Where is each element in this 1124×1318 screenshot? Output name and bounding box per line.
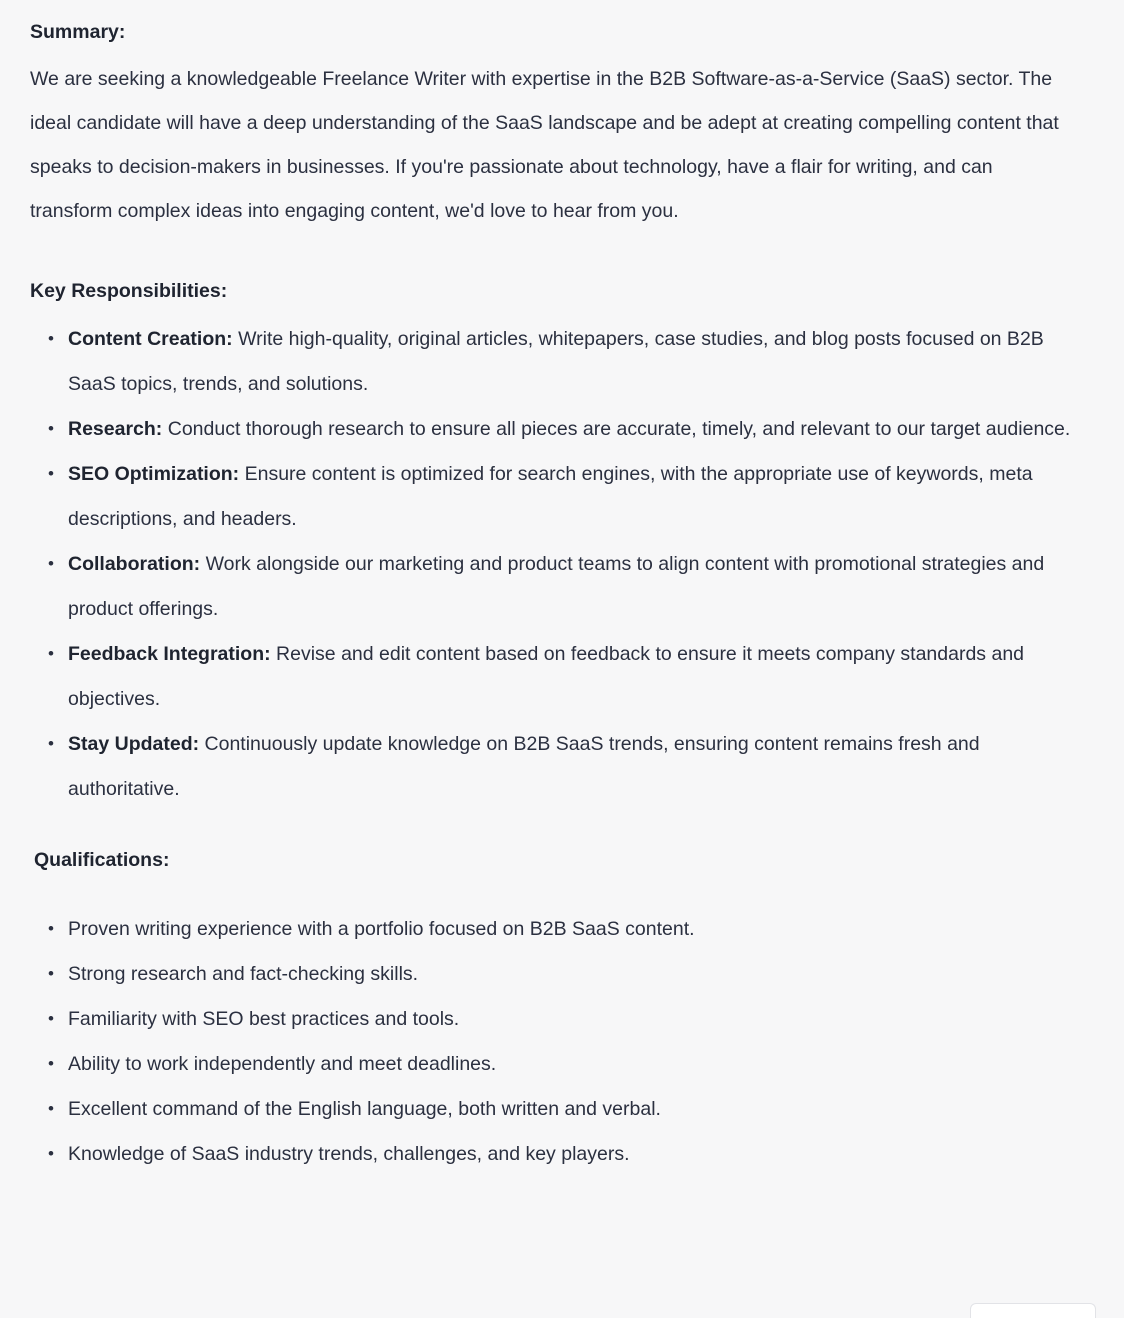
list-item: • Excellent command of the English language, both written and verbal. — [30, 1087, 1072, 1132]
spacer — [30, 243, 1072, 277]
list-item-text: Write high-quality, original articles, whitepapers, case studies, and blog posts focused on B2B SaaS topics, trends, and solutions. — [68, 327, 1044, 395]
responsibilities-heading: Key Responsibilities: — [30, 280, 228, 303]
list-item-lead: Content Creation: — [68, 327, 233, 350]
list-item — [30, 632, 1072, 722]
list-item: • Knowledge of SaaS industry trends, challenges, and key players. — [30, 1132, 1072, 1177]
responsibilities-list — [30, 317, 1072, 812]
list-item-text: Work alongside our marketing and product teams to align content with promotional strategies and product offerings. — [68, 552, 1045, 620]
list-item-text: Ensure content is optimized for search engines, with the appropriate use of keywords, meta descriptions, and headers. — [68, 462, 1033, 530]
list-item — [30, 542, 1072, 632]
list-item: • Familiarity with SEO best practices and tools. — [30, 997, 1072, 1042]
list-item-lead: SEO Optimization: — [68, 462, 240, 485]
list-item-lead: Collaboration: — [68, 552, 201, 575]
bottom-panel-edge — [970, 1303, 1096, 1318]
spacer — [30, 885, 1072, 907]
qualifications-list — [30, 907, 1072, 1177]
list-item — [30, 722, 1072, 812]
summary-heading: Summary: — [30, 21, 126, 43]
spacer — [30, 812, 1072, 846]
list-item-text: Revise and edit content based on feedback to ensure it meets company standards and objectives. — [68, 642, 1025, 710]
list-item — [30, 317, 1072, 407]
list-item-text: Continuously update knowledge on B2B SaaS trends, ensuring content remains fresh and authoritative. — [68, 732, 980, 800]
summary-paragraph: We are seeking a knowledgeable Freelance Writer with expertise in the B2B Software-as-a-Service (SaaS) sector. The ideal candidate will have a deep understanding of the SaaS landscape and be adept at creating compelling content that speaks to decision-makers in businesses. If you're passionate about technology, have a flair for writing, and can transform complex ideas into engaging content, we'd love to hear from you. — [30, 68, 1059, 223]
list-item: • Proven writing experience with a portfolio focused on B2B SaaS content. — [30, 907, 1072, 952]
list-item-lead: Stay Updated: — [68, 732, 200, 755]
list-item-lead: Feedback Integration: — [68, 642, 271, 665]
list-item — [30, 452, 1072, 542]
list-item — [30, 407, 1072, 452]
list-item: • Ability to work independently and meet deadlines. — [30, 1042, 1072, 1087]
list-item-lead: Research: — [68, 417, 163, 440]
list-item-text: Conduct thorough research to ensure all pieces are accurate, timely, and relevant to our target audience. — [162, 417, 1071, 440]
list-item: • Strong research and fact-checking skills. — [30, 952, 1072, 997]
qualifications-heading: Qualifications: — [34, 848, 170, 871]
